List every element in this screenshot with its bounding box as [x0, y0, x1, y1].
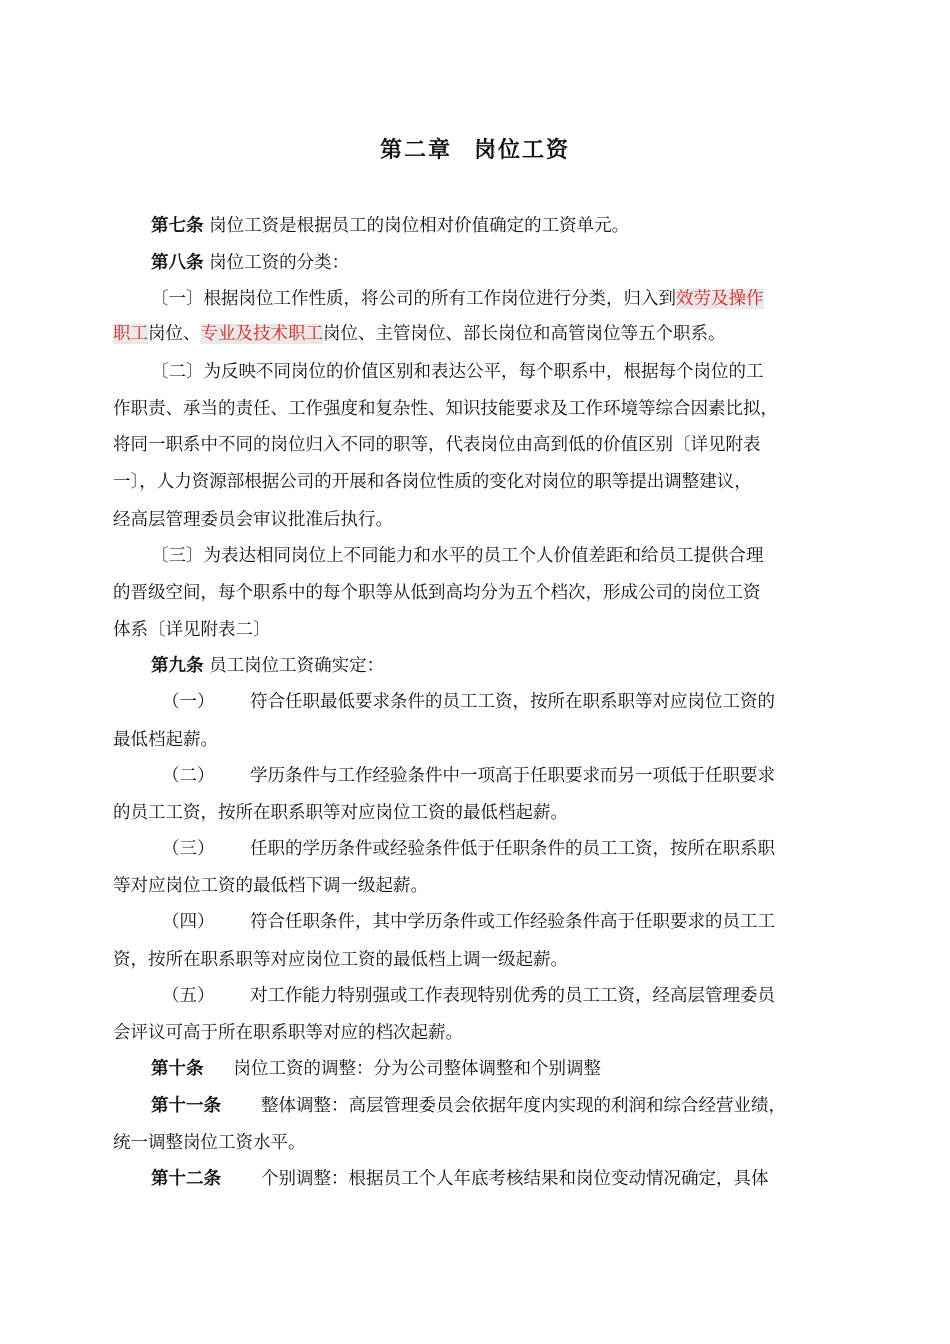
text-run: 岗位、主管岗位、部长岗位和高管岗位等五个职系。: [323, 324, 726, 344]
paragraph-line: 体系〔详见附表二〕: [113, 620, 271, 640]
article-text: 员工岗位工资确实定：: [209, 656, 385, 676]
article-label: 第八条: [151, 253, 204, 273]
highlighted-term: 职工: [113, 324, 148, 344]
text-run: 任职的学历条件或经验条件低于任职条件的员工工资，按所在职系职: [250, 839, 775, 859]
chapter-name: 岗位工资: [474, 138, 571, 163]
paragraph-line: 统一调整岗位工资水平。: [113, 1133, 306, 1153]
chapter-title: [0, 133, 950, 164]
article-7: [151, 208, 871, 245]
list-item-number: （三）: [162, 839, 215, 859]
list-item-number: （一）: [162, 692, 215, 712]
article-text: 整体调整：高层管理委员会依据年度内实现的利润和综合经营业绩，: [261, 1096, 786, 1116]
paragraph-line: 作职责、承当的责任、工作强度和复杂性、知识技能要求及工作环境等综合因素比拟，: [113, 399, 778, 419]
article-10: [151, 1051, 871, 1088]
highlighted-term: 专业及技术职工: [200, 324, 323, 344]
text-run: 对工作能力特别强或工作表现特别优秀的员工工资，经高层管理委员: [250, 986, 775, 1006]
list-item-line: [162, 904, 882, 941]
list-item-number: （四）: [162, 912, 215, 932]
paragraph-line: 最低档起薪。: [113, 730, 218, 750]
paragraph-line: 一〕，人力资源部根据公司的开展和各岗位性质的变化对岗位的职等提出调整建议，: [113, 472, 752, 492]
article-text: 个别调整：根据员工个人年底考核结果和岗位变动情况确定，具体: [261, 1169, 769, 1189]
article-11: [151, 1088, 871, 1125]
paragraph-line: 资，按所在职系职等对应岗位工资的最低档上调一级起薪。: [113, 950, 568, 970]
article-text: 岗位工资的调整：分为公司整体调整和个别调整: [233, 1059, 601, 1079]
article-label: 第十二条: [151, 1169, 221, 1189]
article-label: 第十一条: [151, 1096, 221, 1116]
text-run: 符合任职条件，其中学历条件或工作经验条件高于任职要求的员工工: [250, 912, 775, 932]
paragraph-line: 〔二〕为反映不同岗位的价值区别和表达公平，每个职系中，根据每个岗位的工: [151, 362, 764, 382]
list-item-line: [162, 684, 882, 721]
text-run: 岗位、: [148, 324, 201, 344]
text-run: 学历条件与工作经验条件中一项高于任职要求而另一项低于任职要求: [250, 766, 775, 786]
list-item-number: （五）: [162, 986, 215, 1006]
text-run: 〔一〕根据岗位工作性质，将公司的所有工作岗位进行分类，归入到: [151, 289, 676, 309]
paragraph-line: 的员工工资，按所在职系职等对应岗位工资的最低档起薪。: [113, 803, 568, 823]
paragraph-line: 将同一职系中不同的岗位归入不同的职等，代表岗位由高到低的价值区别〔详见附表: [113, 435, 761, 455]
text-run: 符合任职最低要求条件的员工工资，按所在职系职等对应岗位工资的: [250, 692, 775, 712]
list-item-line: [162, 978, 882, 1015]
article-text: 岗位工资的分类：: [209, 253, 350, 273]
highlighted-term: 效劳及操作: [676, 289, 764, 309]
article-label: 第十条: [151, 1059, 204, 1079]
paragraph-line: 的晋级空间，每个职系中的每个职等从低到高均分为五个档次，形成公司的岗位工资: [113, 583, 761, 603]
list-item-number: （二）: [162, 766, 215, 786]
article-9: [151, 648, 871, 685]
paragraph-line: [113, 316, 833, 353]
paragraph-line: 会评议可高于所在职系职等对应的档次起薪。: [113, 1023, 463, 1043]
list-item-line: [162, 831, 882, 868]
paragraph-line: 〔三〕为表达相同岗位上不同能力和水平的员工个人价值差距和给员工提供合理: [151, 546, 764, 566]
paragraph-line: [151, 281, 871, 318]
chapter-number: 第二章: [379, 138, 452, 163]
article-12: [151, 1161, 871, 1198]
article-text: 岗位工资是根据员工的岗位相对价值确定的工资单元。: [209, 216, 630, 236]
paragraph-line: 经高层管理委员会审议批准后执行。: [113, 510, 393, 530]
article-label: 第九条: [151, 656, 204, 676]
paragraph-line: 等对应岗位工资的最低档下调一级起薪。: [113, 876, 428, 896]
article-label: 第七条: [151, 216, 204, 236]
article-8: [151, 245, 871, 282]
list-item-line: [162, 758, 882, 795]
